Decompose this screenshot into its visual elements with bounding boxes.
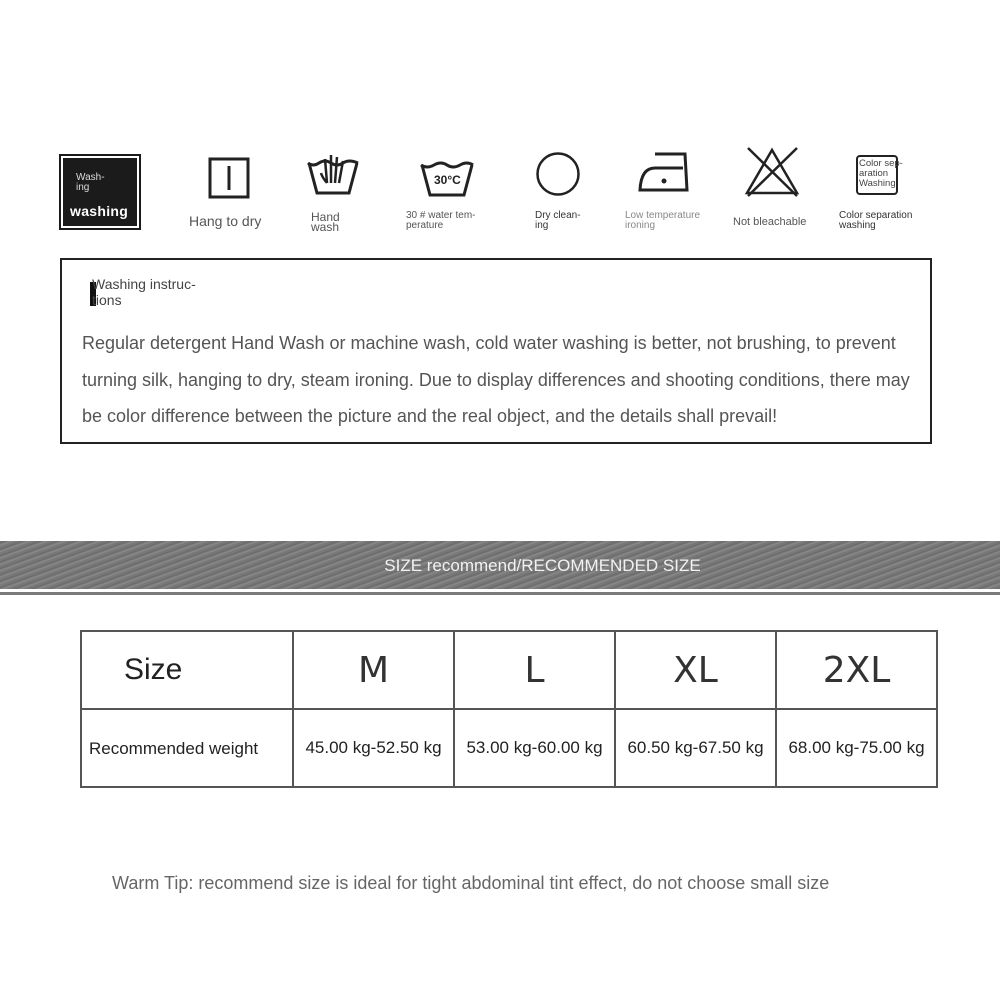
hand-wash-icon [305, 153, 361, 197]
dry-clean-icon [535, 151, 581, 197]
weight-xl: 60.50 kg-67.50 kg [615, 709, 776, 787]
weight-m: 45.00 kg-52.50 kg [293, 709, 454, 787]
header-size: Size [81, 631, 293, 709]
table-row [81, 709, 937, 787]
washing-instructions-box [60, 258, 932, 444]
washing-big-text: washing [70, 203, 129, 219]
iron-low-label: Low temperature ironing [625, 210, 701, 231]
warm-tip: Warm Tip: recommend size is ideal for tight abdominal tint effect, do not choose small size [112, 873, 830, 893]
water-temperature-label: 30 # water tem-perature [406, 210, 476, 231]
iron-low-icon [637, 150, 691, 196]
table-header-row [81, 631, 937, 709]
color-separation-icon [856, 155, 903, 195]
banner-underline [0, 592, 1000, 595]
header-xl: XL [615, 631, 776, 709]
header-2xl: 2XL [776, 631, 937, 709]
color-separation-label: Color separation washing [839, 210, 913, 231]
not-bleachable-icon [744, 146, 800, 198]
washing-instructions-title: Washing instruc-tions [92, 276, 196, 308]
water-temperature-value: 30°C [434, 173, 461, 187]
washing-small-text: Wash-ing [76, 172, 105, 193]
not-bleachable-label: Not bleachable [733, 216, 807, 228]
hang-to-dry-label: Hang to dry [189, 213, 262, 229]
size-banner-title: SIZE recommend/RECOMMENDED SIZE [384, 556, 701, 575]
size-table [80, 630, 938, 788]
recommended-weight-label: Recommended weight [81, 709, 293, 787]
weight-l: 53.00 kg-60.00 kg [454, 709, 615, 787]
header-m: M [293, 631, 454, 709]
washing-label-block [59, 154, 141, 230]
hand-wash-label: Hand wash [311, 210, 340, 234]
hang-to-dry-icon [208, 157, 250, 199]
header-l: L [454, 631, 615, 709]
weight-2xl: 68.00 kg-75.00 kg [776, 709, 937, 787]
washing-instructions-text: Regular detergent Hand Wash or machine wash, cold water washing is better, not brushing, to prevent turning silk, hanging to dry, steam ironing. Due to display differences and shooting conditions, there may be color difference between the picture and the real object, and the details shall prevail! [82, 333, 910, 426]
color-separation-inner-text: Color sep-aration Washing [859, 158, 903, 189]
dry-clean-label: Dry clean-ing [535, 210, 581, 231]
